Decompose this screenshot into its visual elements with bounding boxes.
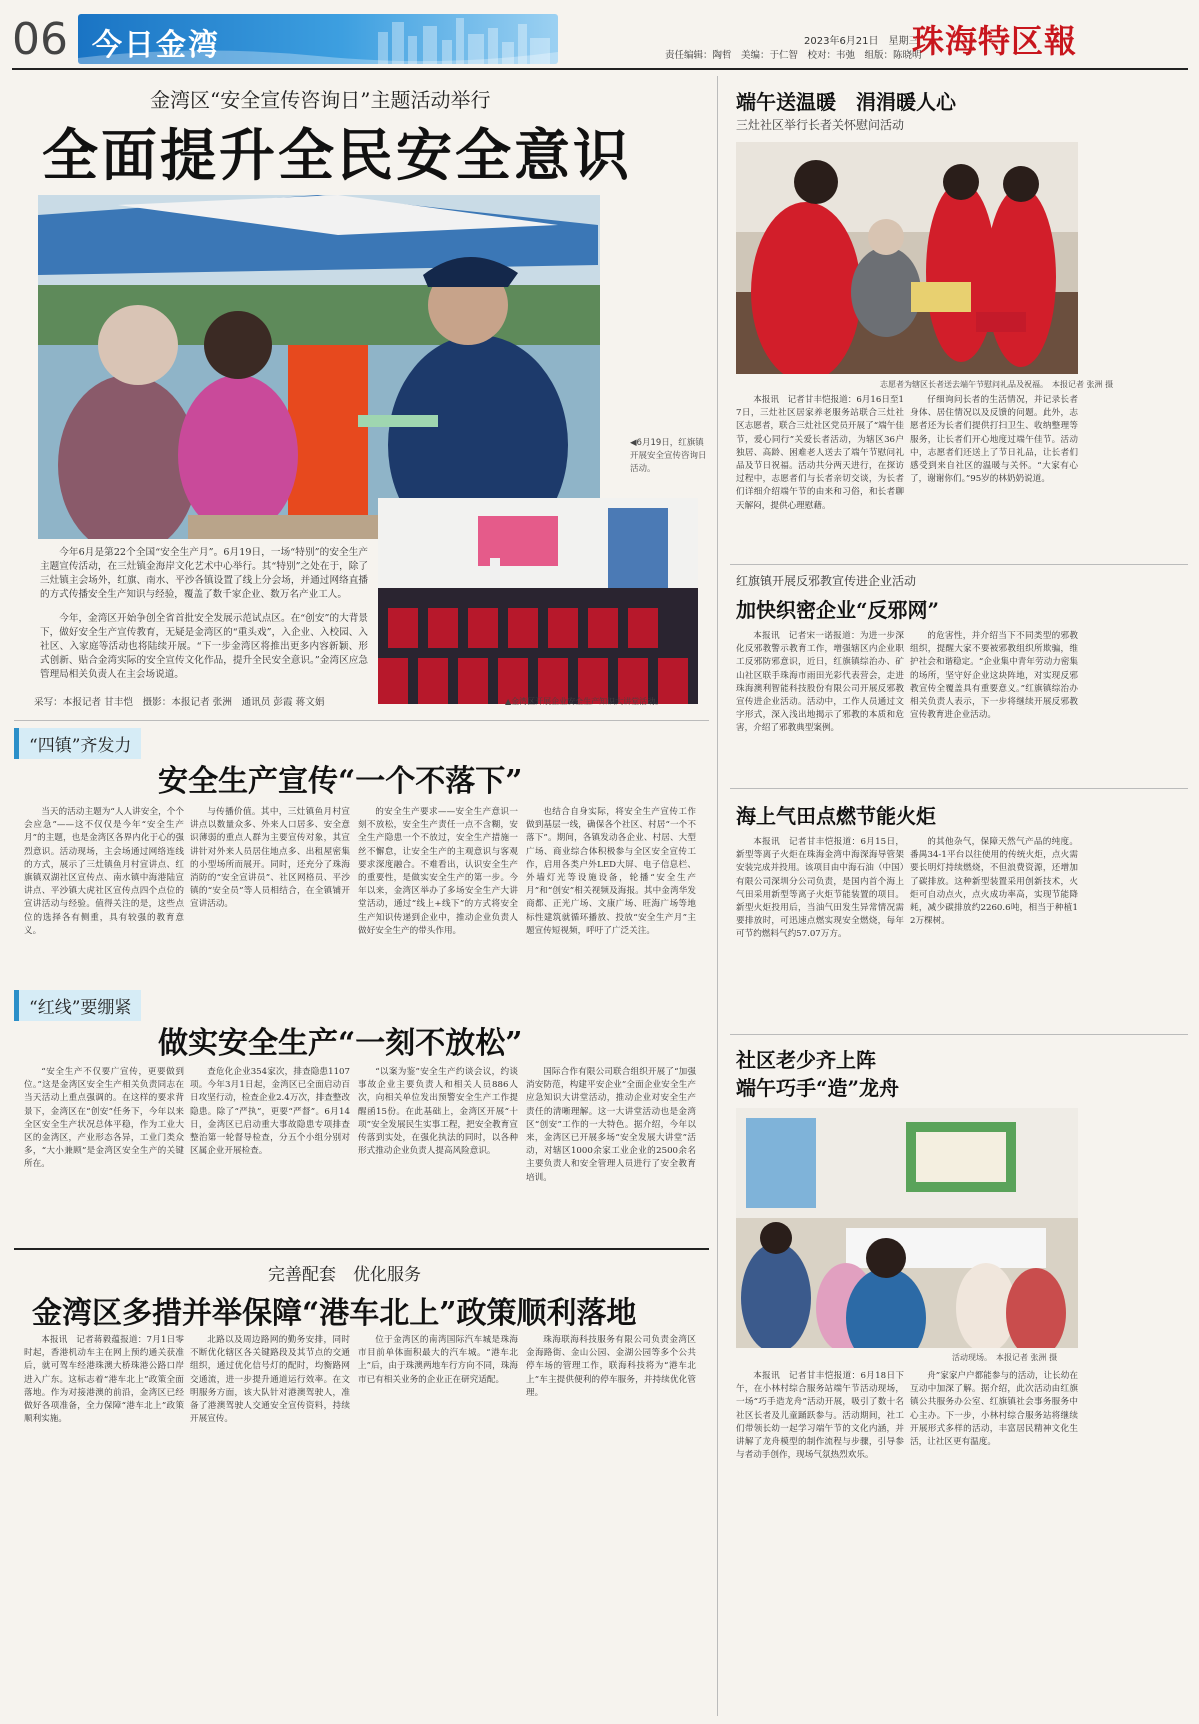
side2-c1-text: 本报讯 记者宋一诺报道：为进一步深化反邪教警示教育工作，增强辖区内企业职工反邪防邪意识，近日，红旗镇综治办、矿山社区联手珠海市雨田光彩代表营会，走进珠海澳利智能科技股份有限公司开展反邪教宣传进企业活动。活动中，工作人员通过文字形式，深入浅出地揭示了邪教的本质和危害，介绍了邪教典型案例。 bbox=[736, 631, 904, 734]
column-title: 今日金湾 bbox=[92, 28, 220, 63]
sec2-col3 bbox=[358, 1066, 518, 1236]
sec1-c2-text: 与传播价值。其中，三灶镇鱼月村宣讲点以数量众多、外来人口居多、安全意识薄弱的重点人群为主要宣传对象，其宣讲针对外来人员居住地点多、出租屋密集的小型场所而展开。同时，还充分了珠海消防的“安全宣讲员”、社区网格员、平沙镇的“安全员”等人员相结合，在全镇铺开宣讲活动。 bbox=[190, 807, 350, 910]
sec3-c2-text: 北路以及周边路网的勤务安排，同时不断优化辖区各关键路段及其节点的交通组织，通过优化信号灯的配时，均衡路网交通流，进一步提升通道运行效率。在文明服务方面，该大队针对港澳驾驶人，准备了港澳驾驶人交通安全宣传资料，持续开展宣传。 bbox=[190, 1335, 350, 1425]
editor-credits: 责任编辑：陶哲 美编：于仁智 校对：韦弛 组版：陈晓明 bbox=[665, 50, 922, 61]
sec3-c1-text: 本报讯 记者蒋毅蕴报道：7月1日零时起，香港机动车主在网上预约通关获准后，就可驾车经港珠澳大桥珠港公路口岸进入广东。这标志着“港车北上”政策全面落地。作为对接港澳的前沿，金湾区已经做好各项准备，全力保障“港车北上”政策顺利实施。 bbox=[24, 1335, 184, 1425]
side3-c2-text: 的其他杂气，保障天然气产品的纯度。番禺34-1平台以往使用的传统火炬，点火需要长明灯持续燃烧，不但浪费资源，还增加了碳排放。这种新型装置采用创新技术，火炬可自动点火，点火成功率高，实现节能降耗，减少碳排放约2260.6吨，相当于种植12万棵树。 bbox=[910, 837, 1078, 927]
page-number: 06 bbox=[12, 14, 68, 65]
side4-rule bbox=[730, 1034, 1188, 1035]
sec2-c2-text: 查危化企业354家次，排查隐患1107项。今年3月1日起，金湾区已全面启动百日攻坚行动，检查企业2.4万次，排查整改隐患。除了“严执”，更要“严督”。6月14日，金湾区已启动重大事故隐患专项排查整治第一轮督导检查，分五个小组分别对区属企业开展检查。 bbox=[190, 1067, 350, 1157]
safety-booth-photo bbox=[38, 195, 600, 539]
date-text: 2023年6月21日 bbox=[804, 36, 879, 47]
sec2-c1-text: “安全生产不仅要广宣传，更要做到位。”这是金湾区安全生产相关负责同志在当天活动上重点强调的。在这样的要求背景下，金湾区在“创安”任务下，今年以来全区安全生产状况总体平稳，作为工业大区的金湾区，产业形态各异，工业门类众多，“大小兼顾”是金湾区安全生产的关键所在。 bbox=[24, 1067, 184, 1170]
sec3-col3 bbox=[358, 1334, 518, 1716]
sec2-col2 bbox=[190, 1066, 350, 1236]
sec1-c4-text: 也结合自身实际，将安全生产宣传工作做到基层一线，确保各个社区、村居“一个不落下”。期间，各镇发动各企业、村居、大型广场、商业综合体积极参与全区安全宣传工作，启用各类户外LED大屏、电子信息栏、外墙灯光等设施设备，轮播“安全生产月”和“创安”相关视频及海报。其中金湾华发商都、正光广场、文康广场、旺海广场等地标性建筑就循环播放、投放“安全生产月”主题宣传短视频，呼吁了广泛关注。 bbox=[526, 807, 696, 936]
sec3-col4 bbox=[526, 1334, 696, 1716]
lead-para1-text: 今年6月是第22个全国“安全生产月”。6月19日，一场“特别”的安全生产主题宣传活动，在三灶镇金海岸文化艺术中心举行。其“特别”之处在于，除了三灶镇主会场外，红旗、南水、平沙各镇设置了线上分会场，并通过网络直播的方式传播安全生产知识与经验，覆盖了数千家企业、数万名产业工人。 bbox=[40, 547, 368, 600]
lead-para2-text: 今年，金湾区开始争创全省首批安全发展示范试点区。在“创安”的大背景下，做好安全生产宣传教育，无疑是金湾区的“重头戏”，入企业、入校园、入社区、入家庭等活动也将陆续开展。“下一步金湾区将推出更多内容新颖、形式创新、贴合金湾实际的安全宣传文化作品，提升全民安全意识。”金湾区应急管理局相关负责人在主会场说道。 bbox=[40, 613, 368, 680]
header-rule bbox=[12, 68, 1188, 70]
lead-paragraph-2 bbox=[40, 612, 368, 700]
side2-col2 bbox=[910, 630, 1078, 780]
paper-logo: 珠海特区報 bbox=[912, 22, 1078, 60]
dragon-boat-workshop-photo bbox=[736, 1108, 1078, 1348]
sec3-col2 bbox=[190, 1334, 350, 1716]
sec1-tag: “四镇”齐发力 bbox=[14, 728, 141, 759]
side3-c1-text: 本报讯 记者甘丰恺报道：6月15日，新型等离子火炬在珠海金湾中海深海导管架安装完成并投用。该项目由中海石油（中国）有限公司深圳分公司负责，是国内首个海上气田采用新型等离子火炬节能装置的项目。新型火炬投用后，当油气田发生异常情况需要排放时，可迅速点燃实现安全燃烧，每年可节约燃料气约57.07万方。 bbox=[736, 837, 904, 940]
sec1-col4 bbox=[526, 806, 696, 986]
side2-col1 bbox=[736, 630, 904, 780]
sec2-tag: “红线”要绷紧 bbox=[14, 990, 141, 1021]
side4-caption: 活动现场。 本报记者 张洲 摄 bbox=[952, 1353, 1058, 1362]
sec3-kicker: 完善配套 优化服务 bbox=[268, 1265, 421, 1285]
side1-subtitle: 三灶社区举行长者关怀慰问活动 bbox=[736, 118, 905, 132]
sec1-col3 bbox=[358, 806, 518, 986]
lead-title: 全面提升全民安全意识 bbox=[42, 123, 632, 189]
column-banner bbox=[78, 14, 558, 64]
sec2-c4-text: 国际合作有限公司联合组织开展了“加强消安防范，构建平安企业”全面企业安全生产应急知识大讲堂活动，推动企业对安全生产责任的清晰理解。这一大讲堂活动也是金湾区“创安”工作的一大特色。据介绍，今年以来，金湾区已开展多场“安全发展大讲堂”活动，对辖区1000余家工业企业的2500余名主要负责人和安全管理人员进行了安全教育培训。 bbox=[526, 1067, 696, 1183]
side3-title: 海上气田点燃节能火炬 bbox=[736, 804, 936, 828]
side1-col2 bbox=[910, 394, 1078, 556]
side4-col1 bbox=[736, 1370, 904, 1716]
side1-col1 bbox=[736, 394, 904, 556]
sec3-top-rule bbox=[14, 1248, 709, 1250]
sec2-c3-text: “以案为鉴”安全生产约谈会议，约谈事故企业主要负责人和相关人员886人次，向相关单位发出预警安全生产工作提醒函15份。在此基础上，金湾区开展“十项”安全发展民生实事工程，把安全教育宣传落到实处，在强化执法的同时，以各种形式推动企业负责人提高风险意识。 bbox=[358, 1067, 518, 1157]
side1-c2-text: 仔细询问长者的生活情况，并记录长者身体、居住情况以及反馈的问题。此外，志愿者还为长者们提供打扫卫生、收纳整理等服务，让长者们开心地度过端午佳节。活动中，志愿者们还送上了节日礼品，让长者们感受到来自社区的温暖与关怀。“大家有心了，谢谢你们。”95岁的林奶奶说道。 bbox=[910, 395, 1078, 485]
side2-title: 加快织密企业“反邪网” bbox=[736, 598, 940, 622]
issue-date bbox=[804, 32, 919, 47]
sec1-col2 bbox=[190, 806, 350, 986]
photo1-caption: ◀6月19日，红旗镇开展安全宣传咨询日活动。 bbox=[630, 438, 707, 474]
sec1-top-rule bbox=[14, 720, 709, 721]
side4-title-line2: 端午巧手“造”龙舟 bbox=[736, 1076, 900, 1100]
side4-c2-text: 舟”家家户户都能参与的活动，让长幼在互动中加深了解。据介绍，此次活动由红旗镇公共服务办公室、红旗镇社会事务服务中心主办。下一步，小林村综合服务站将继续开展形式多样的活动，丰富居民精神文化生活，让社区更有温度。 bbox=[910, 1371, 1078, 1448]
weekday-text: 星期三 bbox=[888, 36, 919, 47]
sec3-c3-text: 位于金湾区的南湾国际汽车城是珠海市目前单体面积最大的汽车城。“港车北上”后，由于珠澳两地车行方向不同，珠海市已有相关业务的企业正在研究适配。 bbox=[358, 1335, 518, 1385]
side1-c1-text: 本报讯 记者甘丰恺报道：6月16日至17日，三灶社区居家养老服务站联合三灶社区志愿者，联合三灶社区党员开展了“端午佳节，爱心同行”关爱长者活动，为辖区36户独居、高龄、困难老人送去了端午节慰问礼品及节日祝福。活动共分两天进行，在探访过程中，志愿者们与长者亲切交谈，为长者们详细介绍端午节的由来和习俗，和长者聊天解闷，提供心理慰藉。 bbox=[736, 395, 904, 511]
sec1-col1 bbox=[24, 806, 184, 986]
side2-c2-text: 的危害性，并介绍当下不同类型的邪教组织，提醒大家不要被邪教组织所欺骗，维护社会和谐稳定。“企业集中青年劳动力密集的场所，坚守好企业这块阵地，对实现反邪教宣传全覆盖具有重要意义。”红旗镇综治办相关负责人表示，下一步将继续开展反邪教宣传教育进企业活动。 bbox=[910, 631, 1078, 721]
side4-c1-text: 本报讯 记者甘丰恺报道：6月18日下午，在小林村综合服务站端午节活动现场，一场“巧手造龙舟”活动开展，吸引了数十名社区长者及儿童踊跃参与。活动期间，社工们带领长幼一起学习端午节的文化内涵，并讲解了龙舟模型的制作流程与步骤，引导参与者动手创作，现场气氛热烈欢乐。 bbox=[736, 1371, 904, 1461]
lead-credits: 采写：本报记者 甘丰恺 摄影：本报记者 张洲 通讯员 彭霞 蒋文娟 bbox=[34, 697, 325, 708]
side4-title-line1: 社区老少齐上阵 bbox=[736, 1048, 876, 1072]
side1-title: 端午送温暖 涓涓暖人心 bbox=[736, 90, 956, 114]
sec1-title: 安全生产宣传“一个不落下” bbox=[158, 764, 523, 799]
sec3-col1 bbox=[24, 1334, 184, 1716]
side2-kicker: 红旗镇开展反邪教宣传进企业活动 bbox=[736, 574, 917, 588]
side3-col2 bbox=[910, 836, 1078, 1024]
seminar-photo bbox=[378, 498, 698, 704]
sec2-title: 做实安全生产“一刻不放松” bbox=[158, 1026, 523, 1061]
sec1-c1-text: 当天的活动主题为“人人讲安全，个个会应急”——这不仅仅是今年“安全生产月”的主题，也是金湾区各界内化于心的强烈意识。活动现场，主会场通过网络连线的方式，展示了三灶镇鱼月村宣讲点、红旗镇双湖社区宣传点、南水镇中海港陆宣讲点、平沙镇大虎社区宣传点四个点位的宣讲活动与经验。值得关注的是，这些点位的选择各有侧重，具有较强的教育意义。 bbox=[24, 807, 184, 936]
sec3-c4-text: 珠海联海科技服务有限公司负责金湾区金海路街、金山公园、金湖公园等多个公共停车场的管理工作，联海科技将为“港车北上”车主提供便利的停车服务，并持续优化管理。 bbox=[526, 1335, 696, 1398]
elderly-visit-photo bbox=[736, 142, 1078, 374]
side3-rule bbox=[730, 788, 1188, 789]
side1-caption: 志愿者为辖区长者送去端午节慰问礼品及祝福。 本报记者 张洲 摄 bbox=[880, 380, 1114, 389]
sec2-col4 bbox=[526, 1066, 696, 1236]
lead-kicker: 金湾区“安全宣传咨询日”主题活动举行 bbox=[150, 88, 491, 112]
sec1-c3-text: 的安全生产要求——安全生产意识一刻不放松，安全生产责任一点不含糊，安全生产隐患一个不放过，安全生产措施一丝不懈怠，让安全生产的主观意识与客观要求深度融合。不难看出，认识安全生产的重要性，是做实安全生产的第一步。今年以来，金湾区举办了多场安全生产大讲堂活动，通过“线上+线下”的方式将安全生产知识传递到企业中，推动企业负责人做好安全生产的带头作用。 bbox=[358, 807, 518, 936]
photo2-caption: ▲金湾区开展企业安全生产知识大讲堂活动。 bbox=[505, 697, 664, 706]
sec3-title: 金湾区多措并举保障“港车北上”政策顺利落地 bbox=[32, 1296, 637, 1331]
side3-col1 bbox=[736, 836, 904, 1024]
side2-rule bbox=[730, 564, 1188, 565]
column-divider bbox=[717, 76, 718, 1716]
sec2-col1 bbox=[24, 1066, 184, 1236]
side4-col2 bbox=[910, 1370, 1078, 1716]
